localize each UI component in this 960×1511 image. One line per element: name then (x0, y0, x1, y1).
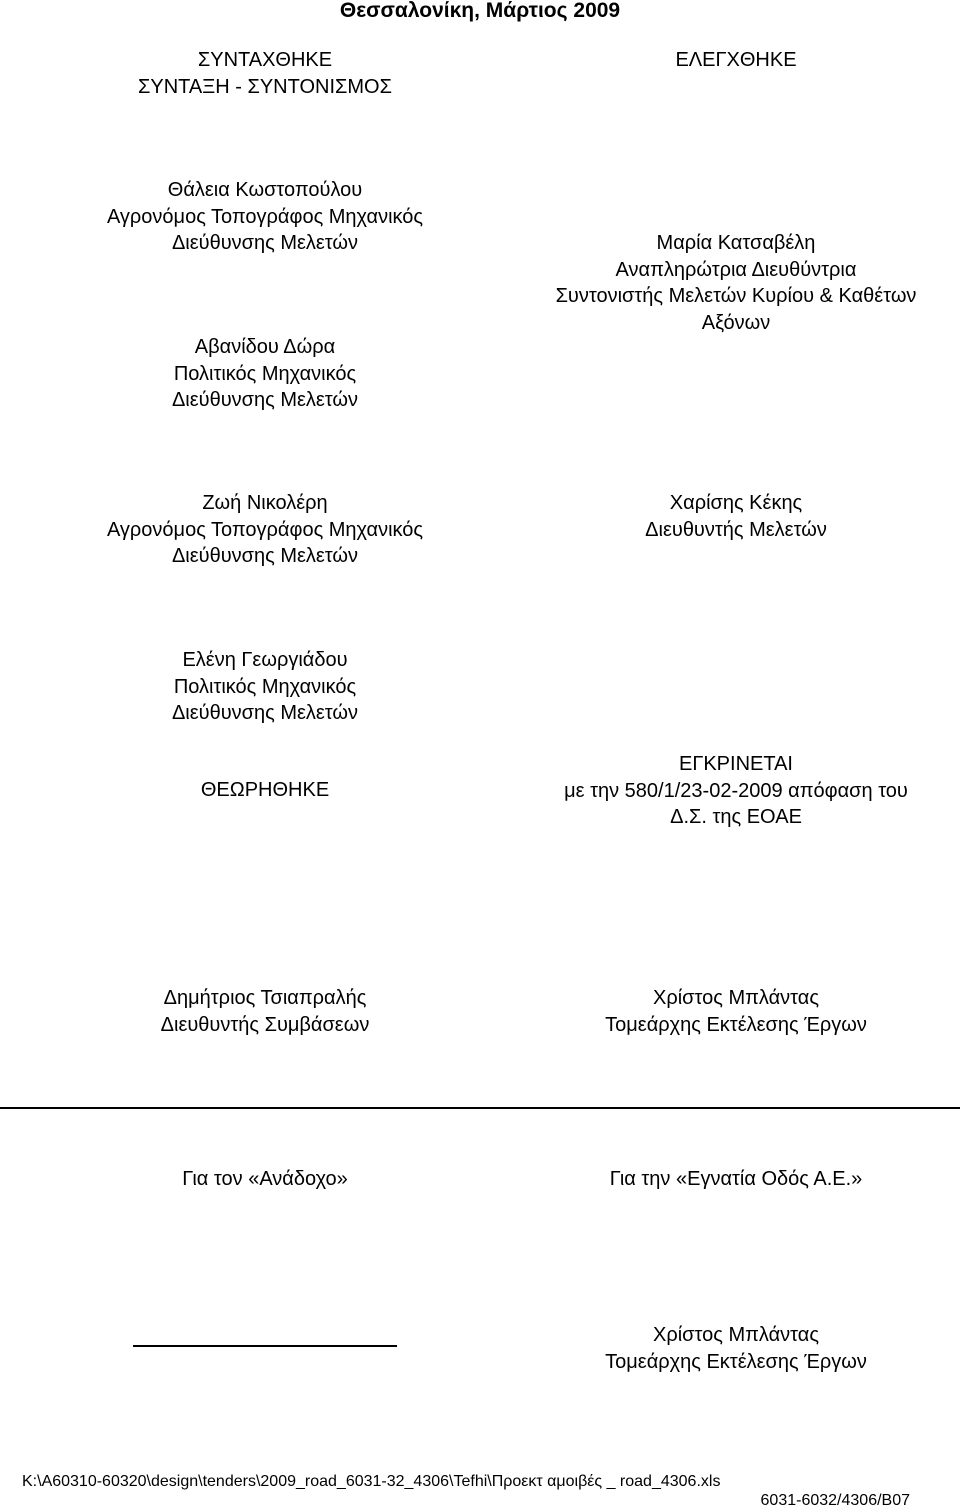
signatory-name: Ζωή Νικολέρη (202, 492, 328, 514)
approved-board: Δ.Σ. της ΕΟΑΕ (670, 806, 802, 828)
signatory-mplantas-owner (516, 1322, 956, 1375)
signatory-role: Αναπληρώτρια Διευθύντρια (615, 258, 857, 281)
owner-label: Για την «Εγνατία Οδός Α.Ε.» (609, 1168, 863, 1190)
signatory-dept: Διεύθυνσης Μελετών (171, 545, 359, 567)
signatory-georgiadou (65, 647, 465, 727)
signatory-name: Δημήτριος Τσιαπραλής (163, 987, 367, 1009)
composed-heading (65, 47, 465, 100)
signatory-role: Αγρονόμος Τοπογράφος Μηχανικός (106, 518, 424, 541)
approved-decision: με την 580/1/23-02-2009 απόφαση του (564, 779, 908, 802)
signatory-role: Τομεάρχης Εκτέλεσης Έργων (605, 1013, 867, 1036)
composed-sublabel: ΣΥΝΤΑΞΗ - ΣΥΝΤΟΝΙΣΜΟΣ (138, 75, 392, 98)
signatory-tsiapralis (65, 985, 465, 1038)
signatory-name: Χρίστος Μπλάντας (653, 1324, 819, 1346)
signatory-dept: Διεύθυνσης Μελετών (171, 232, 359, 254)
signatory-kekis (516, 490, 956, 543)
contractor-label: Για τον «Ανάδοχο» (182, 1168, 348, 1190)
signatory-name: Θάλεια Κωστοπούλου (167, 179, 363, 201)
signatory-name: Χρίστος Μπλάντας (653, 987, 819, 1009)
footer-document-code: 6031-6032/4306/B07 (760, 1492, 910, 1509)
signatory-dept: Διεύθυνσης Μελετών (171, 389, 359, 411)
signatory-katsaveli (516, 230, 956, 336)
checked-heading: ΕΛΕΓΧΘΗΚΕ (675, 49, 797, 71)
signatory-role: Πολιτικός Μηχανικός (173, 675, 357, 698)
signatory-role: Πολιτικός Μηχανικός (173, 362, 357, 385)
contractor-signature-line (133, 1345, 397, 1347)
approved-block (516, 751, 956, 831)
signatory-dept: Διεύθυνσης Μελετών (171, 702, 359, 724)
signatory-nikoleri (65, 490, 465, 570)
signatory-kostopoulou (65, 177, 465, 257)
signatory-name: Χαρίσης Κέκης (669, 492, 803, 514)
signatory-dept: Συντονιστής Μελετών Κυρίου & Καθέτων (555, 285, 917, 307)
signatory-name: Αβανίδου Δώρα (194, 336, 336, 358)
horizontal-divider (0, 1107, 960, 1109)
signatory-role: Τομεάρχης Εκτέλεσης Έργων (605, 1350, 867, 1373)
reviewed-label: ΘΕΩΡΗΘΗΚΕ (200, 779, 330, 801)
document-date-title: Θεσσαλονίκη, Μάρτιος 2009 (339, 0, 621, 22)
signatory-dept-cont: Αξόνων (701, 311, 771, 334)
signatory-mplantas (516, 985, 956, 1038)
composed-label: ΣΥΝΤΑΧΘΗΚΕ (197, 49, 333, 71)
signatory-role: Αγρονόμος Τοπογράφος Μηχανικός (106, 205, 424, 228)
footer-file-path: K:\A60310-60320\design\tenders\2009_road_6031-32_4306\Tefhi\Προεκτ αμοιβές _ road_4306.xls (22, 1473, 721, 1490)
signatory-role: Διευθυντής Συμβάσεων (160, 1013, 370, 1036)
signatory-avanidou (65, 334, 465, 414)
signatory-name: Ελένη Γεωργιάδου (182, 649, 348, 671)
signatory-role: Διευθυντής Μελετών (645, 518, 827, 541)
signatory-name: Μαρία Κατσαβέλη (656, 232, 816, 254)
approved-label: ΕΓΚΡΙΝΕΤΑΙ (678, 753, 793, 775)
